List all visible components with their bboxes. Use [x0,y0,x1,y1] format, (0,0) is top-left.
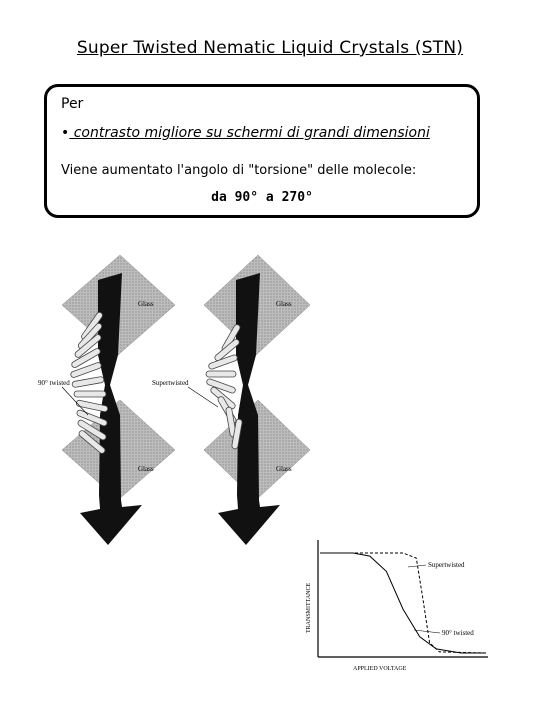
legend-pointer-supertwisted [408,565,426,567]
page-title: Super Twisted Nematic Liquid Crystals (STN) [76,38,464,58]
intro-text: Per [61,96,84,112]
glass-label-bottom: Glass [138,465,154,473]
molecule-stack [206,324,243,450]
twist-label: Supertwisted [152,379,189,387]
legend-pointer-90-twisted [414,630,440,633]
info-box [44,84,480,218]
x-axis-label: APPLIED VOLTAGE [353,666,407,672]
right-stack [152,255,310,545]
bullet-text: contrasto migliore su schermi di grandi dimensioni [69,125,430,141]
y-axis-label: TRANSMITTANCE [306,582,312,633]
glass-label-top: Glass [138,300,154,308]
glass-label-bottom: Glass [276,465,292,473]
twist-description: Viene aumentato l'angolo di "torsione" delle molecole: [61,163,417,178]
left-stack [38,255,175,545]
twist-label: 90° twisted [38,379,70,387]
legend-supertwisted: Supertwisted [428,561,465,569]
bullet-symbol: • [61,125,70,141]
glass-label-top: Glass [276,300,292,308]
transmittance-chart [298,535,498,675]
bullet-item [61,125,430,141]
legend-90-twisted: 90° twisted [442,629,474,637]
twist-diagram [0,245,320,565]
twist-range: da 90° a 270° [211,190,313,205]
